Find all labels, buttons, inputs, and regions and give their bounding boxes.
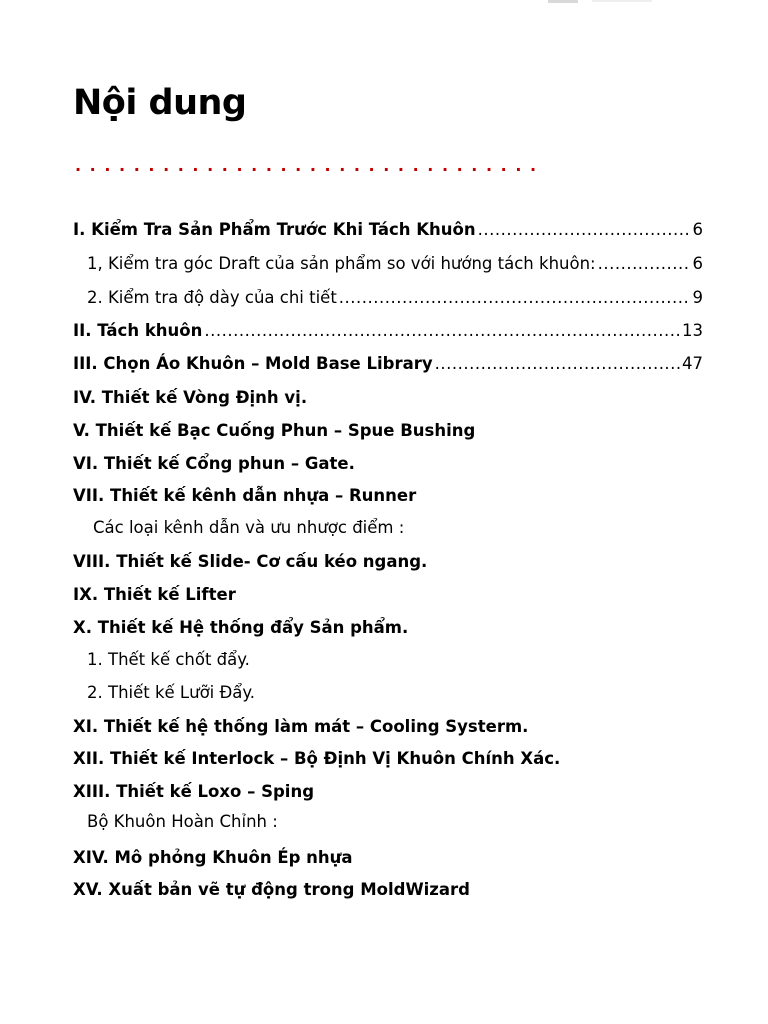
toc-entry[interactable] bbox=[73, 747, 703, 771]
toc-page-number: 13 bbox=[682, 321, 703, 340]
toc-entry-label: XIV. Mô phỏng Khuôn Ép nhựa bbox=[73, 848, 353, 867]
toc-entry[interactable] bbox=[73, 452, 703, 476]
title-divider-dots: ................................ bbox=[75, 156, 545, 175]
toc-page-number: 6 bbox=[692, 220, 703, 239]
toc-entry-label: X. Thiết kế Hệ thống đẩy Sản phẩm. bbox=[73, 618, 409, 637]
toc-entry-label: II. Tách khuôn bbox=[73, 321, 203, 340]
toc-entry[interactable] bbox=[73, 616, 703, 640]
toc-entry[interactable] bbox=[73, 846, 703, 870]
toc-entry-label: Các loại kênh dẫn và ưu nhược điểm : bbox=[93, 518, 405, 537]
toc-entry[interactable] bbox=[73, 878, 703, 902]
toc-entry-label: IV. Thiết kế Vòng Định vị. bbox=[73, 388, 308, 407]
toc-dot-leader bbox=[478, 218, 691, 242]
toc-entry[interactable] bbox=[73, 715, 703, 739]
toc-dot-leader bbox=[598, 252, 691, 276]
toc-entry[interactable] bbox=[87, 648, 703, 672]
toc-entry[interactable] bbox=[73, 218, 703, 242]
toc-entry-label: 1, Kiểm tra góc Draft của sản phẩm so với hướng tách khuôn: bbox=[87, 254, 596, 273]
toc-entry[interactable] bbox=[73, 780, 703, 804]
toc-entry-label: XII. Thiết kế Interlock – Bộ Định Vị Khuôn Chính Xác. bbox=[73, 749, 561, 768]
toc-entry[interactable] bbox=[73, 484, 703, 508]
top-edge-mark-2 bbox=[592, 0, 652, 2]
toc-entry[interactable] bbox=[73, 550, 703, 574]
toc-entry-label: III. Chọn Áo Khuôn – Mold Base Library bbox=[73, 354, 433, 373]
toc-entry[interactable] bbox=[87, 681, 703, 705]
toc-entry[interactable] bbox=[73, 319, 703, 343]
toc-page-number: 47 bbox=[682, 354, 703, 373]
toc-entry[interactable] bbox=[87, 810, 703, 834]
toc-entry-label: 2. Thiết kế Lưỡi Đẩy. bbox=[87, 683, 256, 702]
page-title: Nội dung bbox=[73, 83, 247, 123]
toc-entry[interactable] bbox=[93, 516, 703, 540]
toc-entry[interactable] bbox=[73, 386, 703, 410]
toc-entry[interactable] bbox=[87, 252, 703, 276]
toc-dot-leader bbox=[435, 352, 680, 376]
toc-entry-label: XV. Xuất bản vẽ tự động trong MoldWizard bbox=[73, 880, 470, 899]
toc-entry[interactable] bbox=[73, 352, 703, 376]
toc-dot-leader bbox=[339, 286, 691, 310]
toc-entry-label: Bộ Khuôn Hoàn Chỉnh : bbox=[87, 812, 278, 831]
toc-entry-label: VIII. Thiết kế Slide- Cơ cấu kéo ngang. bbox=[73, 552, 428, 571]
toc-entry[interactable] bbox=[73, 419, 703, 443]
toc-entry-label: V. Thiết kế Bạc Cuống Phun – Spue Bushing bbox=[73, 421, 476, 440]
toc-entry-label: I. Kiểm Tra Sản Phẩm Trước Khi Tách Khuôn bbox=[73, 220, 476, 239]
toc-entry-label: VII. Thiết kế kênh dẫn nhựa – Runner bbox=[73, 486, 417, 505]
footer-cut-off-text bbox=[73, 1018, 273, 1024]
toc-page-number: 9 bbox=[692, 288, 703, 307]
toc-entry-label: XIII. Thiết kế Loxo – Sping bbox=[73, 782, 315, 801]
toc-dot-leader bbox=[204, 319, 680, 343]
toc-entry-label: VI. Thiết kế Cổng phun – Gate. bbox=[73, 454, 355, 473]
toc-entry[interactable] bbox=[87, 286, 703, 310]
toc-entry-label: 1. Thết kế chốt đẩy. bbox=[87, 650, 250, 669]
toc-page-number: 6 bbox=[692, 254, 703, 273]
top-edge-mark bbox=[548, 0, 578, 3]
toc-entry[interactable] bbox=[73, 583, 703, 607]
toc-entry-label: XI. Thiết kế hệ thống làm mát – Cooling Systerm. bbox=[73, 717, 529, 736]
toc-entry-label: 2. Kiểm tra độ dày của chi tiết bbox=[87, 288, 337, 307]
toc-entry-label: IX. Thiết kế Lifter bbox=[73, 585, 236, 604]
